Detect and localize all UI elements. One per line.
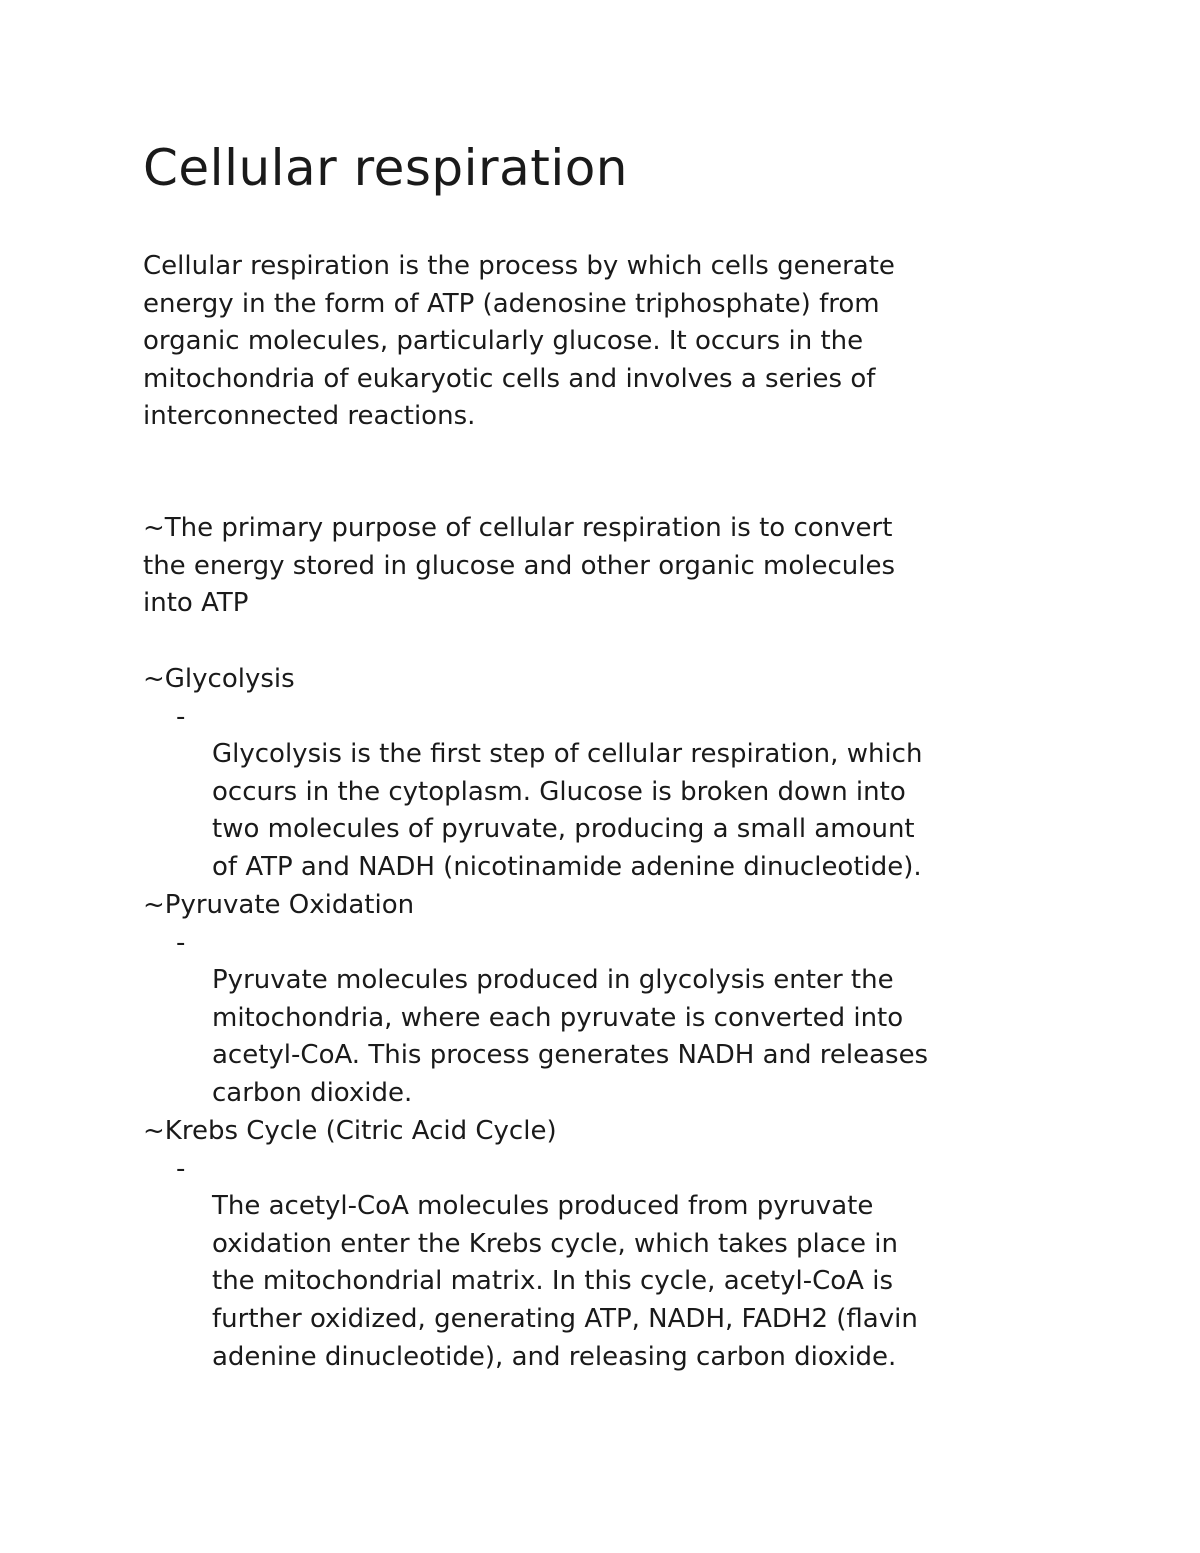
bullet-text: The acetyl-CoA molecules produced from pyruvate oxidation enter the Krebs cycle, which takes place in the mitochondrial matrix. In this cycle, acetyl-CoA is further oxidized, generating ATP, NADH, FADH2 (flavin adenine dinucleotide), and releasing carbon dioxide. (212, 1191, 918, 1372)
bullet-text: Pyruvate molecules produced in glycolysis enter the mitochondria, where each pyruvate is converted into acetyl-CoA. This process generates NADH and releases carbon dioxide. (212, 965, 929, 1108)
bullet-item (143, 925, 1063, 1113)
bullet-text: Glycolysis is the first step of cellular respiration, which occurs in the cytoplasm. Glucose is broken down into two molecules of pyruvate, producing a small amount of ATP and NADH (nicotinamide adenine dinucleotide). (212, 739, 923, 882)
section-glycolysis (143, 661, 1063, 887)
section-pyruvate-oxidation (143, 887, 1063, 1113)
section-heading: ~Pyruvate Oxidation (143, 890, 415, 920)
bullet-item (143, 1151, 1063, 1377)
page-title: Cellular respiration (143, 139, 628, 197)
bullet-marker: - (176, 701, 186, 732)
bullet-marker: - (176, 1153, 186, 1184)
bullet-marker: - (176, 927, 186, 958)
section-heading: ~Krebs Cycle (Citric Acid Cycle) (143, 1116, 557, 1146)
bullet-item (143, 699, 1063, 887)
section-krebs-cycle (143, 1113, 1063, 1376)
purpose-paragraph: ~The primary purpose of cellular respiration is to convert the energy stored in glucose and other organic molecules into ATP (143, 513, 896, 619)
section-heading: ~Glycolysis (143, 664, 295, 694)
intro-paragraph: Cellular respiration is the process by which cells generate energy in the form of ATP (adenosine triphosphate) from organic molecules, particularly glucose. It occurs in the mitochondria of eukaryotic cells and involves a series of interconnected reactions. (143, 251, 895, 432)
